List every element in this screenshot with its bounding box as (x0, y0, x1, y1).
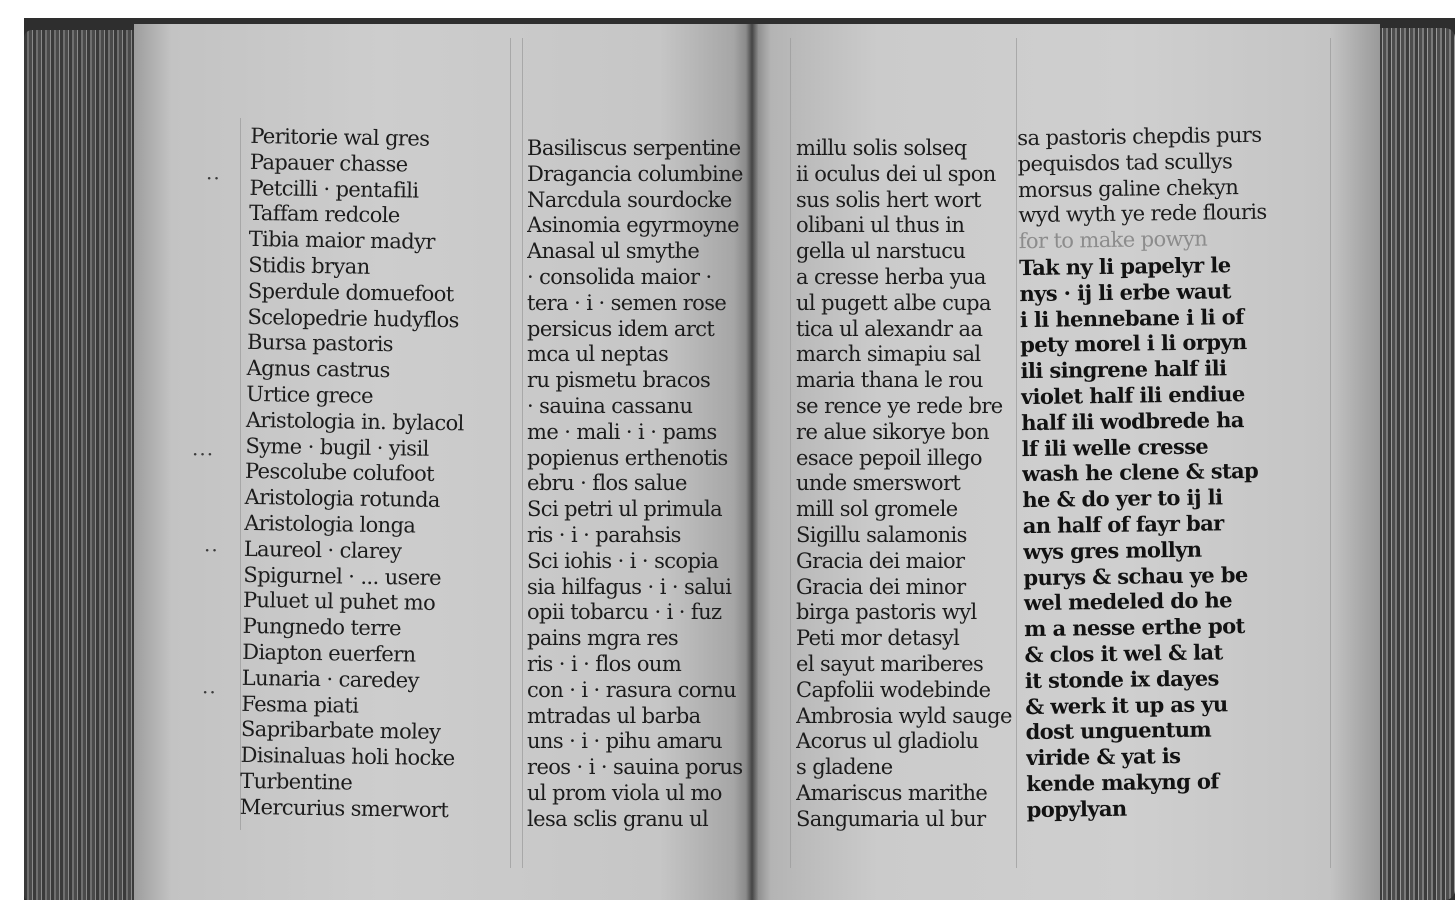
ruling-line (522, 38, 523, 868)
manuscript-line: Sangumaria ul bur (796, 806, 986, 831)
manuscript-line: ris · i · flos oum (527, 651, 682, 676)
manuscript-line: Syme · bugil · yisil (245, 433, 429, 461)
manuscript-line: Narcdula sourdocke (527, 187, 732, 212)
manuscript-line: ebru · flos salue (527, 471, 687, 496)
manuscript-line: Scelopedrie hudyflos (247, 304, 459, 332)
manuscript-line: opii tobarcu · i · fuz (527, 600, 722, 625)
ruling-line (790, 38, 791, 868)
manuscript-line: Capfolii wodebinde (796, 677, 991, 702)
manuscript-line: Lunaria · caredey (241, 665, 420, 693)
manuscript-line: march simapiu sal (796, 342, 981, 367)
manuscript-line: lf ili welle cresse (1021, 433, 1209, 461)
manuscript-line: Gracia dei minor (796, 574, 966, 599)
manuscript-line: mca ul neptas (527, 342, 669, 367)
manuscript-line: violet half ili endiue (1020, 381, 1245, 410)
manuscript-line: Urtice grece (246, 381, 374, 408)
manuscript-line: se rence ye rede bre (796, 393, 1003, 418)
manuscript-line: mill sol gromele (796, 497, 958, 522)
manuscript-line: mtradas ul barba (527, 703, 701, 728)
manuscript-line: nys · ij li erbe waut (1019, 278, 1231, 306)
manuscript-line: sus solis hert wort (796, 187, 981, 212)
manuscript-line: ul pugett albe cupa (796, 290, 991, 315)
manuscript-line: a cresse herba yua (796, 264, 986, 289)
manuscript-line: & werk it up as yu (1025, 690, 1228, 719)
manuscript-line: re alue sikorye bon (796, 419, 990, 444)
manuscript-line: Laureol · clarey (243, 536, 402, 564)
manuscript-line: Disinaluas holi hocke (240, 742, 455, 771)
manuscript-line: i li hennebane i li of (1019, 303, 1244, 332)
manuscript-line: birga pastoris wyl (796, 600, 977, 625)
manuscript-line: uns · i · pihu amaru (527, 729, 722, 754)
manuscript-line: viride & yat is (1025, 743, 1181, 771)
manuscript-line: & clos it wel & lat (1024, 639, 1223, 668)
manuscript-line: kende makyng of (1026, 768, 1219, 797)
manuscript-line: Bursa pastoris (246, 330, 394, 357)
manuscript-line: pequisdos tad scullys (1017, 148, 1233, 176)
manuscript-line: wash he clene & stap (1021, 458, 1259, 487)
manuscript-line: Tibia maior madyr (248, 227, 436, 255)
manuscript-line: · consolida maior · (527, 264, 712, 289)
manuscript-line: maria thana le rou (796, 368, 983, 393)
manuscript-line: Amariscus marithe (796, 780, 988, 805)
manuscript-line: el sayut mariberes (796, 651, 984, 676)
manuscript-line: wyd wyth ye rede flouris (1018, 200, 1267, 228)
manuscript-line: esace pepoil illego (796, 445, 982, 470)
manuscript-line: ul prom viola ul mo (527, 780, 722, 805)
manuscript-line: gella ul narstucu (796, 239, 966, 264)
manuscript-line: it stonde ix dayes (1024, 665, 1219, 693)
manuscript-line: Sapribarbate moley (240, 717, 441, 745)
manuscript-line: Turbentine (239, 768, 353, 795)
margin-mark: ·· (202, 680, 217, 704)
manuscript-line: he & do yer to ij li (1022, 484, 1223, 513)
manuscript-line: ru pismetu bracos (527, 368, 711, 393)
margin-mark: ··· (192, 442, 215, 466)
manuscript-line: Asinomia egyrmoyne (527, 213, 739, 238)
manuscript-line: tera · i · semen rose (527, 290, 727, 315)
text-column-left-1 (240, 124, 519, 825)
manuscript-line: Stidis bryan (248, 252, 370, 279)
manuscript-line: Basiliscus serpentine (527, 136, 741, 160)
manuscript-line: m a nesse erthe pot (1023, 613, 1245, 642)
manuscript-line: sa pastoris chepdis purs (1017, 122, 1262, 151)
manuscript-line: olibani ul thus in (796, 213, 965, 238)
text-column-right-2 (1017, 122, 1335, 823)
manuscript-line: pains mgra res (527, 626, 679, 651)
manuscript-photo (24, 18, 1455, 900)
manuscript-line: Pescolube colufoot (244, 459, 435, 487)
manuscript-line: con · i · rasura cornu (527, 677, 737, 702)
text-column-left-2 (527, 136, 745, 833)
manuscript-line: · sauina cassanu (527, 393, 693, 418)
manuscript-line: Tak ny li papelyr le (1018, 252, 1231, 281)
manuscript-line: Acorus ul gladiolu (796, 729, 979, 754)
manuscript-line: Peritorie wal gres (250, 123, 430, 151)
manuscript-line: wys gres mollyn (1022, 536, 1202, 564)
manuscript-line: ii oculus dei ul spon (796, 161, 996, 186)
manuscript-line: lesa sclis granu ul (527, 806, 709, 831)
manuscript-line: Aristologia longa (244, 510, 416, 538)
manuscript-line: morsus galine chekyn (1017, 174, 1239, 202)
manuscript-line: wel medeled do he (1023, 587, 1233, 616)
manuscript-line: for to make powyn (1018, 226, 1208, 254)
manuscript-line: Aristologia rotunda (244, 485, 441, 513)
margin-mark: ·· (204, 538, 219, 562)
manuscript-line: Petcilli · pentafili (249, 175, 419, 203)
book-gutter (746, 24, 758, 900)
manuscript-line: Diapton euerfern (242, 639, 416, 667)
manuscript-line: s gladene (796, 755, 893, 780)
manuscript-line: Peti mor detasyl (796, 626, 960, 651)
manuscript-line: popylyan (1026, 795, 1127, 822)
manuscript-line: Sperdule domuefoot (247, 278, 454, 306)
manuscript-line: Agnus castrus (246, 356, 390, 383)
margin-mark: ·· (206, 166, 221, 190)
manuscript-line: pety morel i li orpyn (1020, 329, 1247, 358)
manuscript-line: purys & schau ye be (1023, 561, 1248, 590)
manuscript-line: unde smerswort (796, 471, 961, 496)
manuscript-line: Anasal ul smythe (527, 239, 700, 264)
manuscript-line: Papauer chasse (249, 149, 408, 177)
manuscript-line: Dragancia columbine (527, 161, 743, 186)
manuscript-line: Taffam redcole (248, 201, 400, 228)
manuscript-line: Gracia dei maior (796, 548, 965, 573)
manuscript-line: Mercurius smerwort (239, 794, 449, 822)
manuscript-line: millu solis solseq (796, 136, 967, 160)
manuscript-line: Spigurnel · ... usere (243, 562, 442, 590)
manuscript-line: me · mali · i · pams (527, 419, 717, 444)
manuscript-line: Sci petri ul primula (527, 497, 723, 522)
manuscript-line: Ambrosia wyld sauge (796, 703, 1012, 728)
manuscript-line: Pungnedo terre (242, 614, 402, 641)
manuscript-line: popienus erthenotis (527, 445, 728, 470)
manuscript-line: tica ul alexandr aa (796, 316, 983, 341)
manuscript-line: half ili wodbrede ha (1021, 406, 1245, 435)
manuscript-line: Fesma piati (241, 691, 359, 718)
manuscript-line: sia hilfagus · i · salui (527, 574, 732, 599)
text-column-right-1 (796, 136, 1016, 833)
manuscript-line: Sigillu salamonis (796, 522, 967, 547)
manuscript-line: Puluet ul puhet mo (242, 588, 436, 616)
manuscript-line: reos · i · sauina porus (527, 755, 743, 780)
manuscript-line: ili singrene half ili (1020, 355, 1227, 384)
manuscript-line: Sci iohis · i · scopia (527, 548, 719, 573)
manuscript-line: persicus idem arct (527, 316, 715, 341)
book-edge-right (1377, 28, 1455, 900)
manuscript-line: dost unguentum (1025, 716, 1212, 745)
manuscript-line: Aristologia in. bylacol (245, 407, 464, 436)
manuscript-line: ris · i · parahsis (527, 522, 681, 547)
manuscript-line: an half of fayr bar (1022, 510, 1224, 539)
